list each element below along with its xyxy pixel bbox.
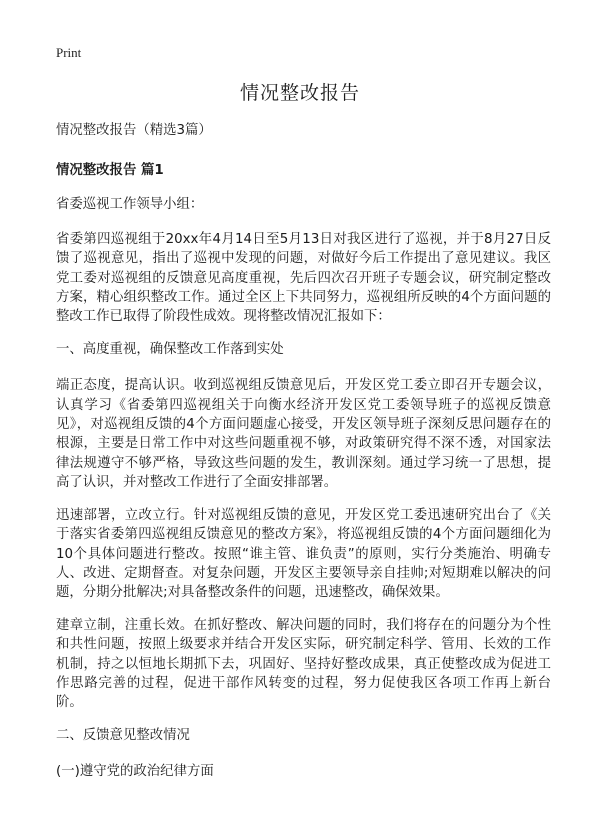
document-body	[56, 121, 551, 799]
part-heading: 情况整改报告 篇1	[56, 163, 164, 179]
section-heading-1: 一、高度重视，确保整改工作落到实处	[56, 341, 284, 357]
paragraph-attitude: 端正态度，提高认识。收到巡视组反馈意见后，开发区党工委立即召开专题会议，认真学习《省委第四巡视组关于向衡水经济开发区党工委领导班子的巡视反馈意见》，对巡视组反馈的4个方面问题虚心接受，开发区领导班子深刻反思问题存在的根源，主要是日常工作中对这些问题重视不够，对政策研究得不深不透，对国家法律法规遵守不够严格，导致这些问题的发生，教训深刻。通过学习统一了思想，提高了认识，并对整改工作进行了全面安排部署。	[56, 378, 551, 491]
paragraph-deploy: 迅速部署，立改立行。针对巡视组反馈的意见，开发区党工委迅速研究出台了《关于落实省委第四巡视组反馈意见的整改方案》，将巡视组反馈的4个方面问题细化为10个具体问题进行整改。按照“谁主管、谁负责”的原则，实行分类施治、明确专人、改进、定期督查。对复杂问题，开发区主要领导亲自挂帅;对短期难以解决的问题，分期分批解决;对具备整改条件的问题，迅速整改，确保效果。	[56, 507, 551, 601]
paragraph-system: 建章立制，注重长效。在抓好整改、解决问题的同时，我们将存在的问题分为个性和共性问题，按照上级要求并结合开发区实际，研究制定科学、管用、长效的工作机制，持之以恒地长期抓下去，巩固好、坚持好整改成果，真正使整改成为促进工作思路完善的过程，促进干部作风转变的过程，努力促使我区各项工作再上新台阶。	[56, 617, 551, 711]
salutation: 省委巡视工作领导小组：	[56, 197, 204, 213]
section-heading-2: 二、反馈意见整改情况	[56, 727, 190, 743]
paragraph-intro: 省委第四巡视组于20xx年4月14日至5月13日对我区进行了巡视，并于8月27日反馈了巡视意见，指出了巡视中发现的问题，对做好今后工作提出了意见建议。我区党工委对巡视组的反馈意见高度重视，先后四次召开班子专题会议，研究制定整改方案，精心组织整改工作。通过全区上下共同努力，巡视组所反映的4个方面问题的整改工作已取得了阶段性成效。现将整改情况汇报如下：	[56, 231, 551, 325]
document-subtitle: 情况整改报告（精选3篇）	[56, 123, 212, 138]
page-title: 情况整改报告	[239, 82, 360, 104]
subsection-heading-1: (一)遵守党的政治纪律方面	[56, 764, 214, 780]
print-link[interactable]: Print	[56, 45, 82, 60]
